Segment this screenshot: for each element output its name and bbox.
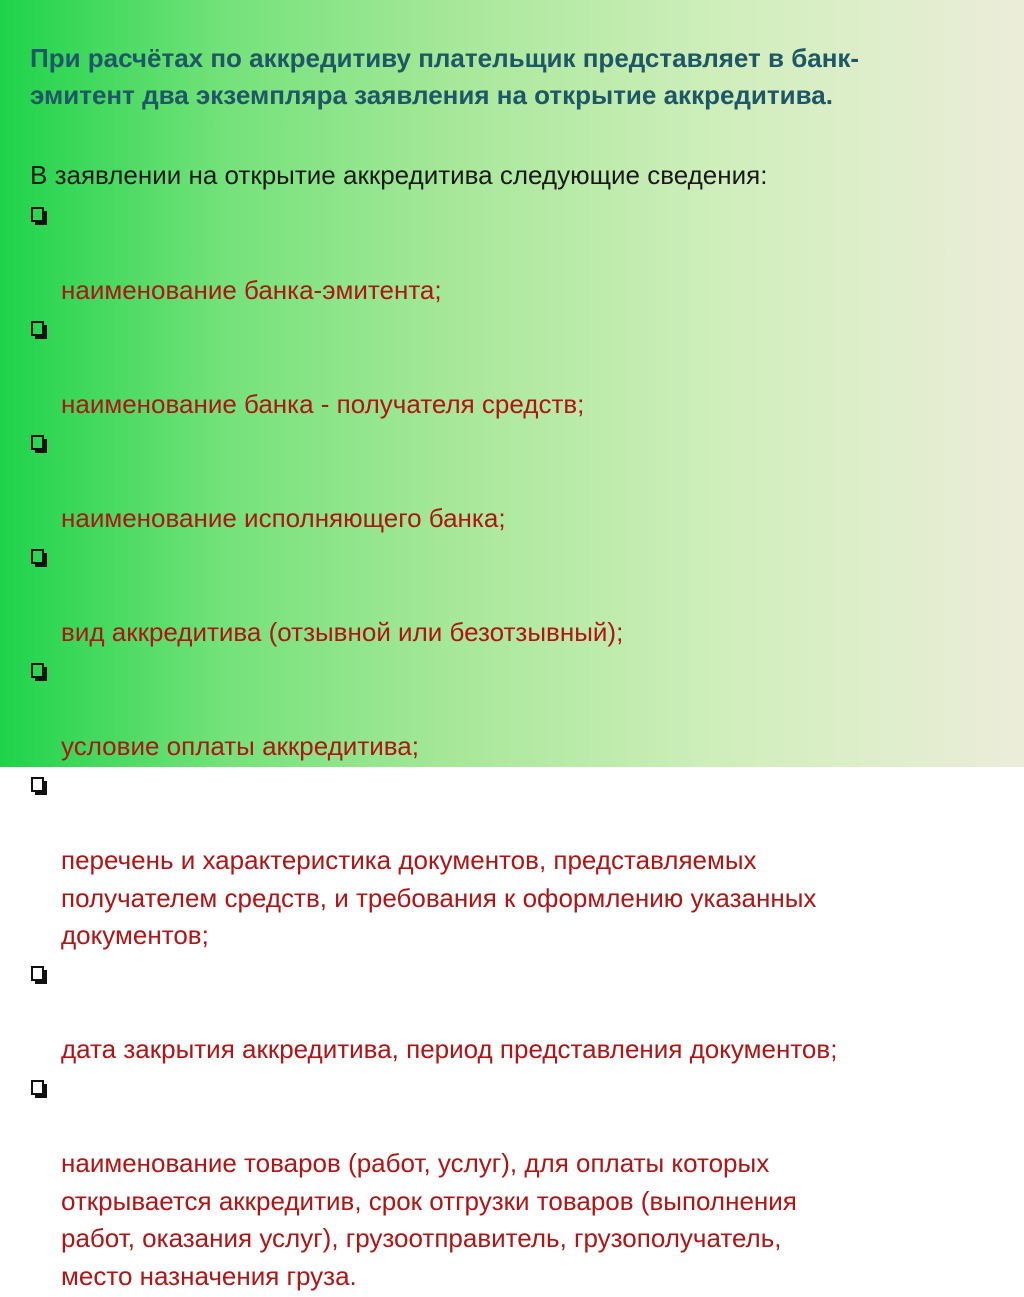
list-item [30, 767, 1015, 955]
checkbox-square-icon [31, 663, 44, 678]
checkbox-square-icon [31, 207, 44, 222]
list-item [30, 425, 1015, 538]
list-item-text: условие оплаты аккредитива; [61, 731, 419, 761]
list-item-text: дата закрытия аккредитива, период представления документов; [61, 1034, 838, 1064]
intro-text: В заявлении на открытие аккредитива следующие сведения: [30, 160, 768, 190]
checkbox-square-icon [31, 966, 44, 981]
list-item-text: наименование товаров (работ, услуг), для оплаты которых открывается аккредитив, срок отгрузки товаров (выполнения работ, оказания услуг), грузоотправитель, грузополучатель, место назначения груза. [61, 1148, 797, 1291]
list-item [30, 956, 1015, 1069]
heading-text: При расчётах по аккредитиву плательщик представляет в банк- эмитент два экземпляра заявления на открытие аккредитива. [30, 43, 860, 110]
checkbox-square-icon [31, 549, 44, 564]
checkbox-square-icon [31, 435, 44, 450]
list-item-text: наименование банка-эмитента; [61, 275, 442, 305]
list-item [30, 311, 1015, 424]
list-item-text: вид аккредитива (отзывной или безотзывный); [61, 617, 624, 647]
slide-heading [30, 40, 990, 114]
list-item-text: наименование банка - получателя средств; [61, 389, 585, 419]
checkbox-square-icon [31, 321, 44, 336]
list-item [30, 197, 1015, 310]
list-item [30, 1070, 1015, 1295]
list-item [30, 539, 1015, 652]
checkbox-square-icon [31, 777, 44, 792]
checkbox-square-icon [31, 1080, 44, 1095]
list-item-text: перечень и характеристика документов, представляемых получателем средств, и требования к оформлению указанных документов; [61, 845, 817, 950]
list-item-text: наименование исполняющего банка; [61, 503, 506, 533]
list-item [30, 653, 1015, 766]
details-list [30, 197, 1015, 1297]
